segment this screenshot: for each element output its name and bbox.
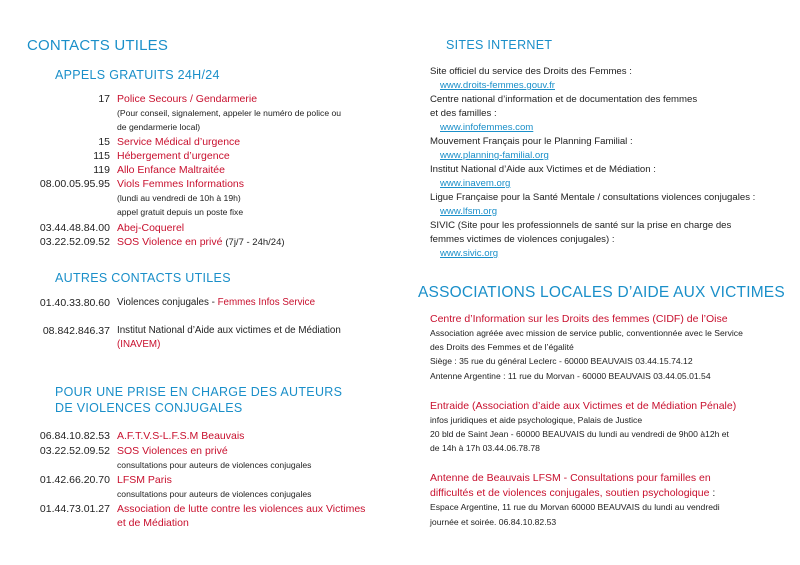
phone-number: 01.40.33.80.60 [39, 297, 110, 309]
site-description: Institut National d’Aide aux Victimes et de Médiation : [430, 164, 656, 175]
lfsm-line: Espace Argentine, 11 rue du Morvan 60000 BEAUVAIS du lundi au vendredi [430, 502, 720, 512]
contacts-utiles-title: CONTACTS UTILES [27, 37, 169, 54]
phone-number: 17 [98, 93, 110, 105]
contact-label: SOS Violences en privé [117, 445, 228, 457]
phone-number: 08.00.05.95.95 [39, 178, 110, 190]
autres-contacts-title: AUTRES CONTACTS UTILES [55, 271, 231, 285]
site-description: Mouvement Français pour le Planning Familial : [430, 136, 633, 147]
contact-label: Hébergement d’urgence [117, 150, 230, 162]
site-description: Centre national d’information et de documentation des femmes [430, 94, 698, 105]
phone-number: 01.42.66.20.70 [39, 474, 110, 486]
site-description: femmes victimes de violences conjugales) : [430, 234, 615, 245]
associations-title: ASSOCIATIONS LOCALES D’AIDE AUX VICTIMES [418, 284, 785, 301]
phone-number: 119 [93, 164, 110, 176]
phone-number: 115 [93, 150, 110, 162]
auteurs-title-line1: POUR UNE PRISE EN CHARGE DES AUTEURS [55, 385, 343, 399]
contact-label: SOS Violence en privé [117, 236, 223, 248]
cidf-line: Antenne Argentine : 11 rue du Morvan - 60000 BEAUVAIS 03.44.05.01.54 [430, 371, 711, 381]
contact-label: Allo Enfance Maltraitée [117, 164, 225, 176]
sites-internet-title: SITES INTERNET [446, 38, 553, 52]
site-link[interactable]: www.sivic.org [440, 248, 499, 259]
site-link[interactable]: www.droits-femmes.gouv.fr [440, 80, 555, 91]
site-link[interactable]: www.inavem.org [440, 178, 511, 189]
lfsm-line: journée et soirée. 06.84.10.82.53 [430, 517, 557, 527]
contact-suffix: (7j/7 - 24h/24) [225, 237, 285, 248]
contact-label: Viols Femmes Informations [117, 178, 245, 190]
site-link[interactable]: www.infofemmes.com [440, 122, 534, 133]
contact-label: Abej-Coquerel [117, 222, 185, 234]
phone-number: 03.22.52.09.52 [39, 445, 110, 457]
contact-label: Association de lutte contre les violences aux Victimes [117, 503, 366, 515]
cidf-line: Association agréée avec mission de service public, conventionnée avec le Service [430, 328, 743, 338]
contact-label: Service Médical d’urgence [117, 136, 241, 148]
phone-number: 03.22.52.09.52 [39, 236, 110, 248]
entraide-line: 20 bld de Saint Jean - 60000 BEAUVAIS du lundi au vendredi de 9h00 à12h et [430, 429, 729, 439]
site-description: et des familles : [430, 108, 497, 119]
contact-text: Institut National d’Aide aux victimes et de Médiation [117, 325, 341, 336]
contact-note: (Pour conseil, signalement, appeler le numéro de police ou [117, 108, 342, 118]
contact-org: Femmes Infos Service [217, 297, 316, 308]
contact-line [117, 297, 315, 308]
phone-number: 06.84.10.82.53 [39, 430, 110, 442]
entraide-title: Entraide (Association d’aide aux Victimes et de Médiation Pénale) [430, 400, 737, 412]
site-description: Ligue Française pour la Santé Mentale / consultations violences conjugales : [430, 192, 756, 203]
contact-label: Police Secours / Gendarmerie [117, 93, 258, 105]
contact-label: et de Médiation [117, 517, 189, 529]
contact-label: LFSM Paris [117, 474, 172, 486]
phone-number: 03.44.48.84.00 [39, 222, 110, 234]
lfsm-title-line2: difficultés et de violences conjugales, soutien psychologique [430, 487, 710, 499]
phone-number: 15 [98, 136, 110, 148]
site-link[interactable]: www.lfsm.org [440, 206, 498, 217]
site-description: Site officiel du service des Droits des Femmes : [430, 66, 632, 77]
phone-number: 01.44.73.01.27 [39, 503, 110, 515]
lfsm-colon: : [709, 487, 716, 499]
contact-note: de gendarmerie local) [117, 122, 201, 132]
contact-note: consultations pour auteurs de violences conjugales [117, 460, 312, 470]
site-description: SIVIC (Site pour les professionnels de santé sur la prise en charge des [430, 220, 732, 231]
site-link[interactable]: www.planning-familial.org [440, 150, 549, 161]
entraide-line: de 14h à 17h 03.44.06.78.78 [430, 443, 540, 453]
cidf-line: Siège : 35 rue du général Leclerc - 60000 BEAUVAIS 03.44.15.74.12 [430, 356, 693, 366]
phone-number: 08.842.846.37 [42, 325, 110, 337]
cidf-line: des Droits des Femmes et de l’égalité [430, 342, 574, 352]
contact-org: (INAVEM) [117, 339, 161, 350]
auteurs-title-line2: DE VIOLENCES CONJUGALES [55, 401, 243, 415]
contact-note: (lundi au vendredi de 10h à 19h) [117, 193, 241, 203]
contact-label: A.F.T.V.S-L.F.S.M Beauvais [117, 430, 245, 442]
appels-gratuits-title: APPELS GRATUITS 24H/24 [55, 68, 220, 82]
cidf-title: Centre d’Information sur les Droits des femmes (CIDF) de l’Oise [430, 313, 728, 325]
contact-note: consultations pour auteurs de violences conjugales [117, 489, 312, 499]
contact-label-row [117, 236, 285, 248]
entraide-line: infos juridiques et aide psychologique, Palais de Justice [430, 415, 643, 425]
lfsm-title-line1: Antenne de Beauvais LFSM - Consultations pour familles en [430, 472, 711, 484]
lfsm-title-line2-row [430, 487, 715, 499]
contact-text: Violences conjugales - [117, 297, 218, 308]
contact-note: appel gratuit depuis un poste fixe [117, 207, 244, 217]
